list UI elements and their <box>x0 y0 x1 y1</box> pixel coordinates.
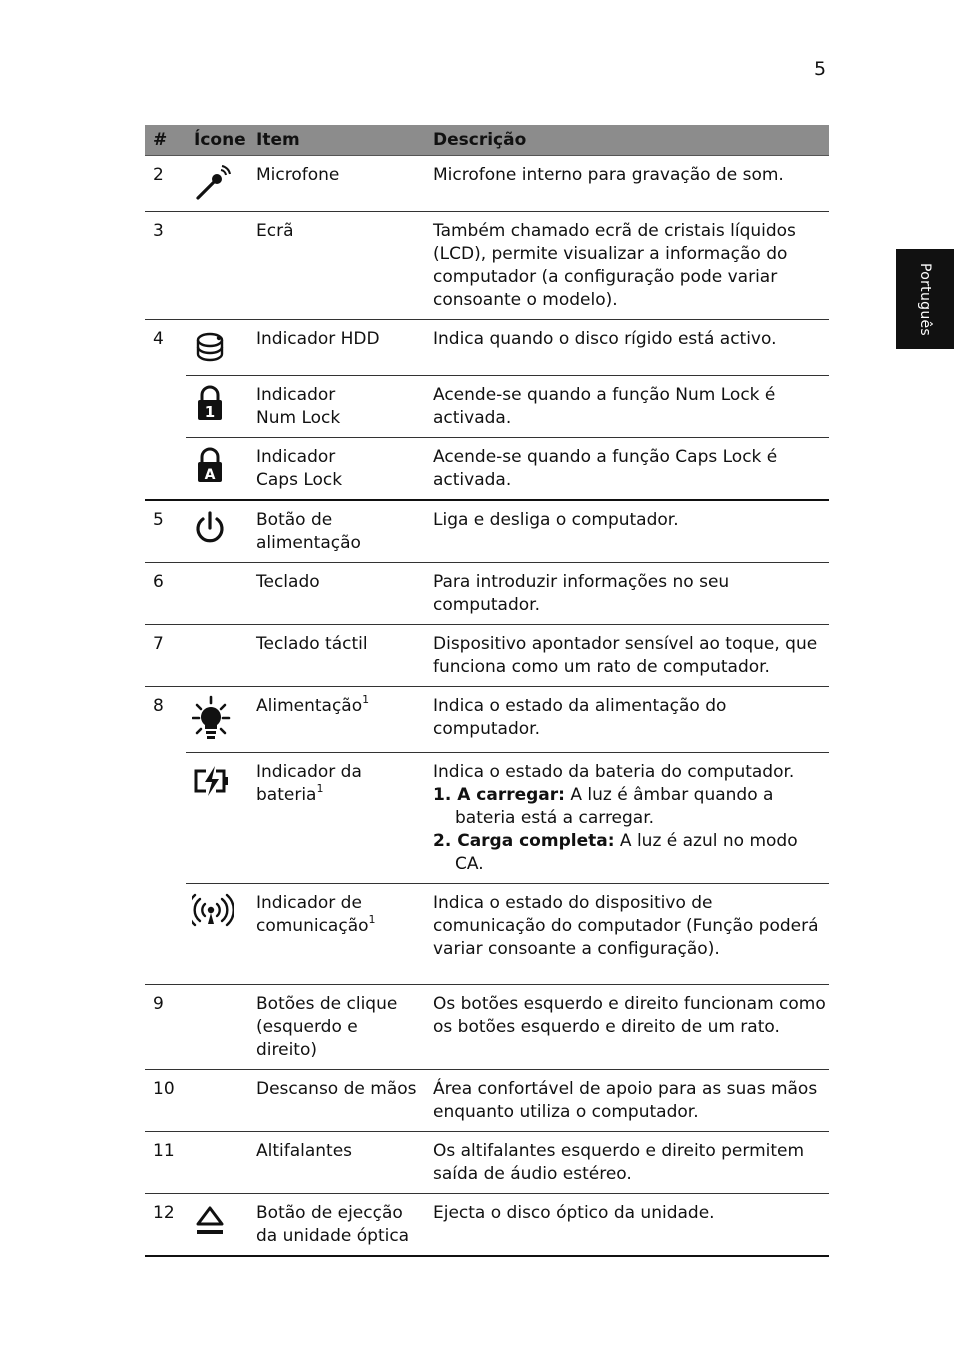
table-row <box>145 500 829 563</box>
row-item: Botões de clique (esquerdo e direito) <box>248 985 425 1070</box>
table-row <box>145 687 829 753</box>
svg-text:1: 1 <box>204 403 216 421</box>
table-row <box>145 320 829 376</box>
row-num <box>145 438 186 501</box>
row-num: 7 <box>145 625 186 687</box>
row-num: 6 <box>145 563 186 625</box>
row-item: Alimentação <box>256 696 363 716</box>
row-desc: Área confortável de apoio para as suas mãos enquanto utiliza o computador. <box>425 1070 829 1132</box>
list-label: Carga completa: <box>457 831 615 851</box>
header-icon: Ícone <box>186 125 248 156</box>
table-row <box>145 1070 829 1132</box>
table-row <box>145 985 829 1070</box>
row-num: 2 <box>145 156 186 212</box>
row-desc: Microfone interno para gravação de som. <box>425 156 829 212</box>
row-num: 9 <box>145 985 186 1070</box>
row-item: Botão de ejecção da unidade óptica <box>248 1194 425 1257</box>
power-light-icon <box>192 695 234 743</box>
table-row <box>145 438 829 501</box>
list-text: A luz é âmbar quando a bateria está a carregar. <box>455 785 774 828</box>
language-tab-label: Português <box>917 262 933 336</box>
table-row <box>145 563 829 625</box>
row-num <box>145 884 186 985</box>
row-desc: Acende-se quando a função Num Lock é activada. <box>425 376 829 438</box>
row-item-line1: Indicador <box>256 385 336 405</box>
language-tab <box>896 249 954 349</box>
row-num: 3 <box>145 212 186 320</box>
row-num: 10 <box>145 1070 186 1132</box>
row-num: 4 <box>153 329 164 349</box>
row-desc: Os botões esquerdo e direito funcionam como os botões esquerdo e direito de um rato. <box>425 985 829 1070</box>
table-row <box>145 376 829 438</box>
row-item: Indicador HDD <box>248 320 425 376</box>
row-item: Altifalantes <box>248 1132 425 1194</box>
list-number: 2. <box>433 831 452 851</box>
list-number: 1. <box>433 785 452 805</box>
row-item-line2: Caps Lock <box>256 470 343 490</box>
row-item: Indicador de comunicação <box>256 893 369 936</box>
table-row <box>145 212 829 320</box>
row-item: Indicador da bateria <box>256 762 362 805</box>
row-item-line2: Num Lock <box>256 408 341 428</box>
hdd-icon <box>192 328 232 368</box>
spec-table <box>145 125 829 1257</box>
row-num <box>145 753 186 884</box>
caps-lock-icon <box>192 446 232 486</box>
row-num: 5 <box>145 500 186 563</box>
row-item-line1: Indicador <box>256 447 336 467</box>
table-row <box>145 156 829 212</box>
table-row <box>145 1194 829 1257</box>
row-desc: Ejecta o disco óptico da unidade. <box>425 1194 829 1257</box>
table-row <box>145 884 829 985</box>
page-number: 5 <box>814 58 827 80</box>
row-desc: Para introduzir informações no seu computador. <box>425 563 829 625</box>
row-item: Teclado <box>248 563 425 625</box>
row-desc: Também chamado ecrã de cristais líquidos (LCD), permite visualizar a informação do computador (a configuração pode variar consoante o modelo). <box>425 212 829 320</box>
row-desc: Indica o estado da alimentação do computador. <box>425 687 829 753</box>
row-desc: Os altifalantes esquerdo e direito permitem saída de áudio estéreo. <box>425 1132 829 1194</box>
row-desc: Indica o estado do dispositivo de comunicação do computador (Função poderá variar consoante a configuração). <box>425 884 829 985</box>
row-item: Botão de alimentação <box>248 500 425 563</box>
status-list <box>433 784 829 876</box>
row-num: 8 <box>153 696 164 716</box>
power-icon <box>192 509 232 549</box>
header-desc: Descrição <box>425 125 829 156</box>
row-item: Teclado táctil <box>248 625 425 687</box>
list-item <box>433 830 829 876</box>
list-label: A carregar: <box>457 785 565 805</box>
header-item: Item <box>248 125 425 156</box>
svg-text:A: A <box>204 467 216 483</box>
row-num: 12 <box>145 1194 186 1257</box>
row-num <box>145 376 186 438</box>
list-text: A luz é azul no modo CA. <box>455 831 798 874</box>
row-item: Ecrã <box>248 212 425 320</box>
footnote-mark: 1 <box>316 782 324 796</box>
row-num: 11 <box>145 1132 186 1194</box>
battery-icon <box>192 761 234 801</box>
num-lock-icon <box>192 384 232 424</box>
row-item: Descanso de mãos <box>248 1070 425 1132</box>
row-desc: Indica quando o disco rígido está activo. <box>425 320 829 376</box>
footnote-mark: 1 <box>368 913 376 927</box>
row-desc: Liga e desliga o computador. <box>425 500 829 563</box>
table-row <box>145 625 829 687</box>
header-num: # <box>145 125 186 156</box>
row-desc: Acende-se quando a função Caps Lock é activada. <box>425 438 829 501</box>
microphone-icon <box>192 164 232 204</box>
table-row <box>145 753 829 884</box>
list-item <box>433 784 829 830</box>
row-item: Microfone <box>248 156 425 212</box>
row-desc: Dispositivo apontador sensível ao toque, que funciona como um rato de computador. <box>425 625 829 687</box>
row-desc: Indica o estado da bateria do computador. <box>433 762 795 782</box>
table-header-row <box>145 125 829 156</box>
wireless-icon <box>192 892 234 932</box>
table-row <box>145 1132 829 1194</box>
footnote-mark: 1 <box>362 693 370 707</box>
eject-icon <box>192 1202 232 1242</box>
